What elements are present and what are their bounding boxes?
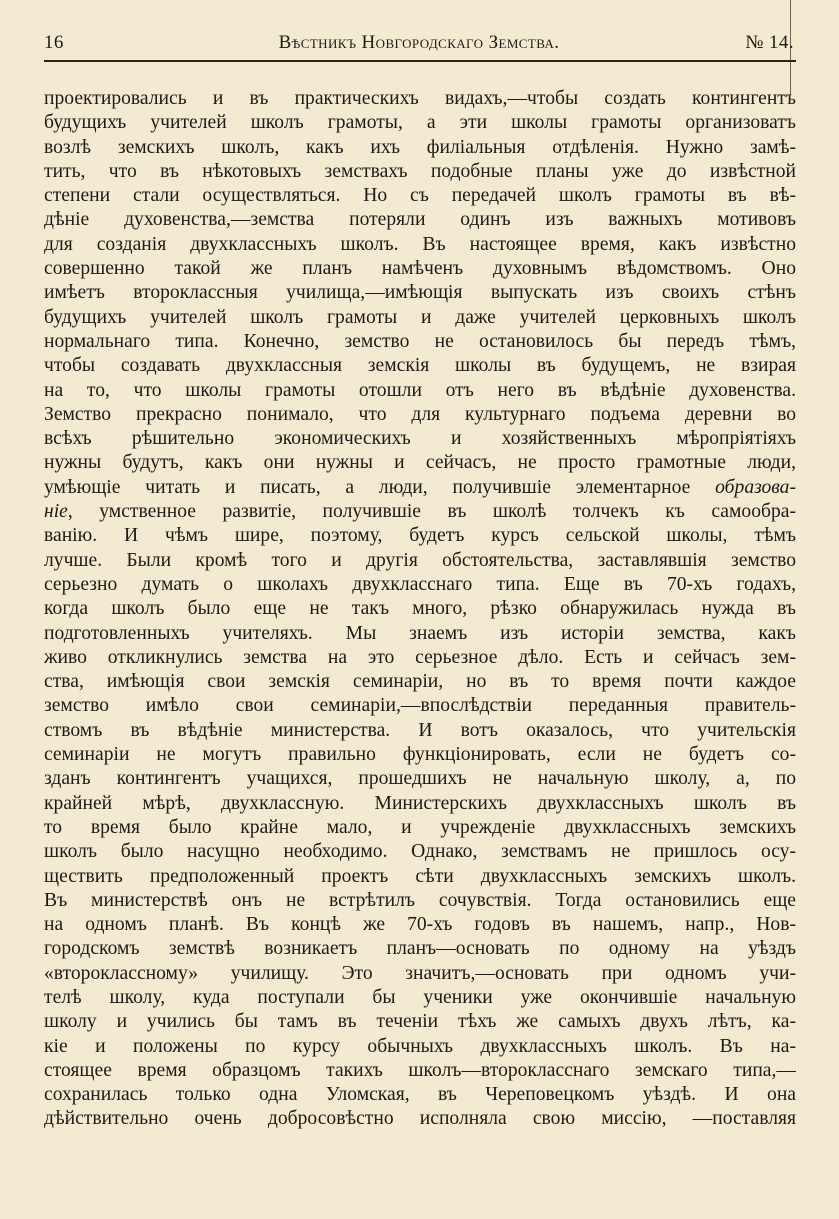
italic-fragment: ніе <box>44 501 68 523</box>
issue-number: № 14. <box>745 32 794 53</box>
text-line: будущихъ учителей школъ грамоты, а эти школы грамоты организоватъ <box>44 112 796 134</box>
text-line: городскомъ земствѣ возникаетъ планъ—основать по одному на уѣздъ <box>44 938 796 960</box>
text-line: нужны будутъ, какъ они нужны и сейчасъ, не просто грамотные люди, <box>44 452 796 474</box>
text-line: кіе и положены по курсу обычныхъ двухклассныхъ школъ. Въ на- <box>44 1035 796 1057</box>
italic-fragment: образова- <box>715 476 796 498</box>
text-line: ванію. И чѣмъ шире, поэтому, будетъ курсъ сельской школы, тѣмъ <box>44 525 796 547</box>
text-line: дѣніе духовенства,—земства потеряли одинъ изъ важныхъ мотивовъ <box>44 209 796 231</box>
text-line: возлѣ земскихъ школъ, какъ ихъ филіальныя отдѣленія. Нужно замѣ- <box>44 136 796 158</box>
text-line: школу и учились бы тамъ въ теченіи тѣхъ же самыхъ двухъ лѣтъ, ка- <box>44 1011 796 1033</box>
page-number: 16 <box>44 32 64 53</box>
text-line: тить, что въ нѣкотовыхъ земствахъ подобные планы уже до извѣстной <box>44 160 796 182</box>
text-line: семинаріи не могутъ правильно функціонировать, если не будетъ со- <box>44 744 796 766</box>
text-line: всѣхъ рѣшительно экономическихъ и хозяйственныхъ мѣропріятіяхъ <box>44 428 796 450</box>
text-line: стоящее время образцомъ такихъ школъ—второкласснаго земскаго типа,— <box>44 1059 796 1081</box>
text-line: совершенно такой же планъ намѣченъ духовнымъ вѣдомствомъ. Оно <box>44 258 796 280</box>
text-line: школъ было насущно необходимо. Однако, земствамъ не пришлось осу- <box>44 841 796 863</box>
text-line: проектировались и въ практическихъ видахъ,—чтобы создать контингентъ <box>44 88 796 109</box>
text-line: подготовленныхъ учителяхъ. Мы знаемъ изъ исторіи земства, какъ <box>44 622 796 644</box>
text-line: дѣйствительно очень добросовѣстно исполняла свою миссію, —поставляя <box>44 1108 796 1130</box>
text-line: на одномъ планѣ. Въ концѣ же 70-хъ годовъ въ нашемъ, напр., Нов- <box>44 914 796 936</box>
text-line: серьезно думать о школахъ двухкласснаго типа. Еще въ 70-хъ годахъ, <box>44 573 796 595</box>
text-line: ствомъ въ вѣдѣніе министерства. И вотъ оказалось, что учительскія <box>44 719 796 741</box>
text-line: ніе, умственное развитіе, получившіе въ школѣ толчекъ къ самообра- <box>44 501 796 523</box>
body-text <box>44 87 796 1132</box>
text-line: ществить предположенный проектъ сѣти двухклассныхъ земскихъ школъ. <box>44 865 796 887</box>
text-line: будущихъ учителей школъ грамоты и даже учителей церковныхъ школъ <box>44 306 796 328</box>
text-line: на то, что школы грамоты отошли отъ него въ вѣдѣніе духовенства. <box>44 379 796 401</box>
text-line: степени стали осуществляться. Но съ передачей школъ грамоты въ вѣ- <box>44 185 796 207</box>
text-line: Въ министерствѣ онъ не встрѣтилъ сочувствія. Тогда остановились еще <box>44 889 796 911</box>
text-line: умѣющіе читать и писать, а люди, получившіе элементарное образова- <box>44 476 796 498</box>
text-line: для созданія двухклассныхъ школъ. Въ настоящее время, какъ извѣстно <box>44 233 796 255</box>
journal-title: Вѣстникъ Новгородскаго Земства. <box>278 32 560 53</box>
text-line: земство имѣло свои семинаріи,—впослѣдствіи переданныя правитель- <box>44 695 796 717</box>
text-line: имѣетъ второклассныя училища,—имѣющія выпускать изъ своихъ стѣнъ <box>44 282 796 304</box>
text-line: сохранилась только одна Уломская, въ Череповецкомъ уѣздѣ. И она <box>44 1084 796 1106</box>
text-line: чтобы создавать двухклассныя земскія школы въ будущемъ, не взирая <box>44 355 796 377</box>
text-line: живо откликнулись земства на это серьезное дѣло. Есть и сейчасъ зем- <box>44 646 796 668</box>
text-line: когда школъ было еще не такъ много, рѣзко обнаружилась нужда въ <box>44 598 796 620</box>
text-line: нормальнаго типа. Конечно, земство не остановилось бы передъ тѣмъ, <box>44 330 796 352</box>
text-line: телѣ школу, куда поступали бы ученики уже окончившіе начальную <box>44 986 796 1008</box>
text-line: зданъ контингентъ учащихся, прошедшихъ не начальную школу, а, по <box>44 768 796 790</box>
text-line: то время было крайне мало, и учрежденіе двухклассныхъ земскихъ <box>44 816 796 838</box>
text-line: лучше. Были кромѣ того и другія обстоятельства, заставлявшія земство <box>44 549 796 571</box>
header-rule <box>44 60 796 62</box>
text-line: ства, имѣющія свои земскія семинаріи, но въ то время почти каждое <box>44 671 796 693</box>
text-line: крайней мѣрѣ, двухклассную. Министерскихъ двухклассныхъ школъ въ <box>44 792 796 814</box>
text-line: Земство прекрасно понимало, что для культурнаго подъема деревни во <box>44 403 796 425</box>
text-line: «второклассному» училищу. Это значитъ,—основать при одномъ учи- <box>44 962 796 984</box>
running-header <box>44 28 794 60</box>
